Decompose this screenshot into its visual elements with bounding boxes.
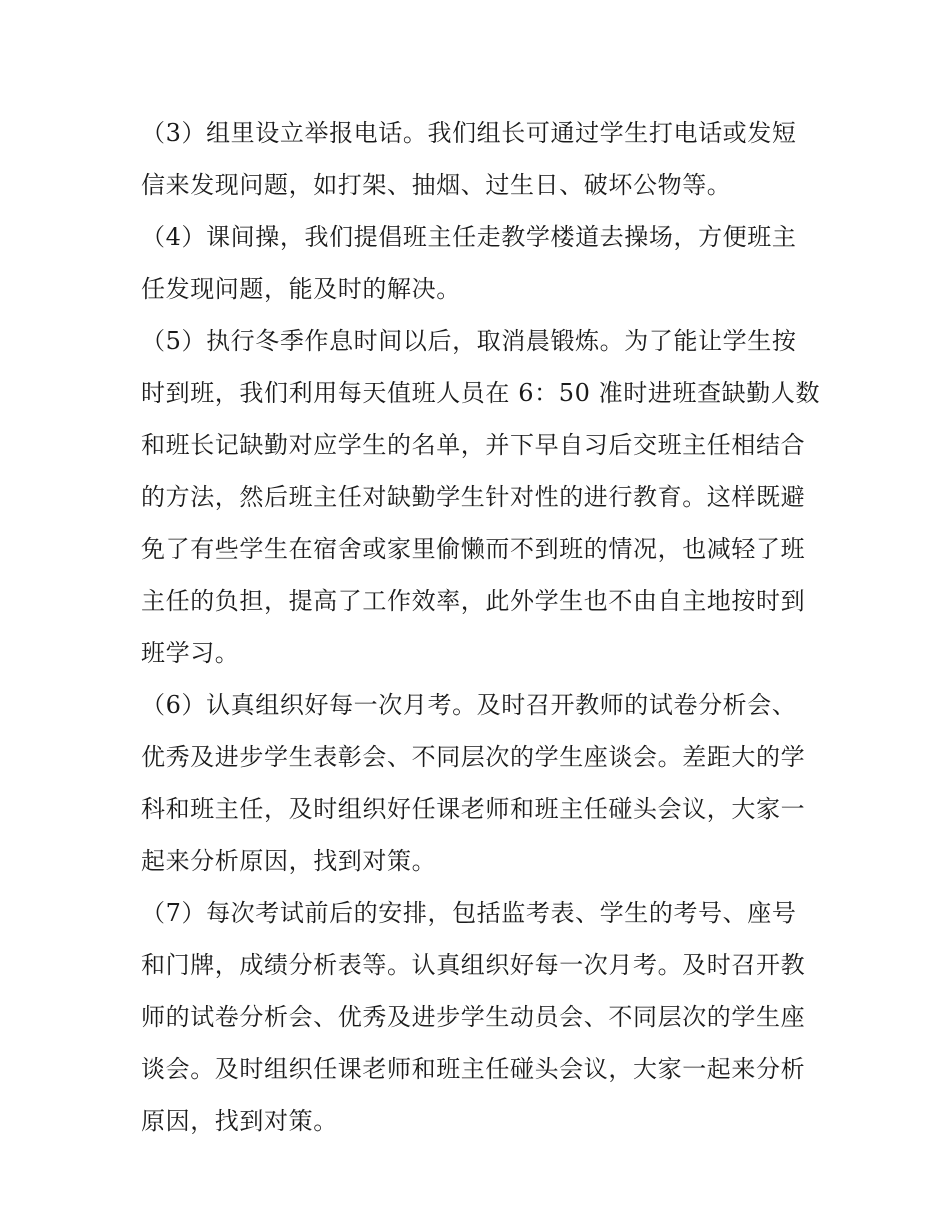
- text-line: 时到班，我们利用每天值班人员在 6：50 准时进班查缺勤人数: [141, 379, 821, 407]
- text-line: 主任的负担，提高了工作效率，此外学生也不由自主地按时到: [141, 587, 806, 615]
- text-line: 师的试卷分析会、优秀及进步学生动员会、不同层次的学生座: [141, 1003, 806, 1031]
- text-line: 免了有些学生在宿舍或家里偷懒而不到班的情况，也减轻了班: [141, 535, 806, 563]
- text-line: （3）组里设立举报电话。我们组长可通过学生打电话或发短: [141, 119, 797, 147]
- text-line: 的方法，然后班主任对缺勤学生针对性的进行教育。这样既避: [141, 483, 806, 511]
- text-line: （4）课间操，我们提倡班主任走教学楼道去操场，方便班主: [141, 223, 797, 251]
- text-line: （6）认真组织好每一次月考。及时召开教师的试卷分析会、: [141, 691, 797, 719]
- text-line: 谈会。及时组织任课老师和班主任碰头会议，大家一起来分析: [141, 1055, 806, 1083]
- text-line: （5）执行冬季作息时间以后，取消晨锻炼。为了能让学生按: [141, 327, 797, 355]
- document-body: [141, 107, 821, 1147]
- text-line: （7）每次考试前后的安排，包括监考表、学生的考号、座号: [141, 899, 797, 927]
- text-line: 任发现问题，能及时的解决。: [141, 275, 461, 303]
- text-line: 和班长记缺勤对应学生的名单，并下早自习后交班主任相结合: [141, 431, 806, 459]
- text-line: 优秀及进步学生表彰会、不同层次的学生座谈会。差距大的学: [141, 743, 806, 771]
- text-line: 和门牌，成绩分析表等。认真组织好每一次月考。及时召开教: [141, 951, 806, 979]
- text-line: 信来发现问题，如打架、抽烟、过生日、破坏公物等。: [141, 171, 732, 199]
- text-line: 原因，找到对策。: [141, 1107, 338, 1135]
- text-line: 起来分析原因，找到对策。: [141, 847, 437, 875]
- text-line: 科和班主任，及时组织好任课老师和班主任碰头会议，大家一: [141, 795, 806, 823]
- text-line: 班学习。: [141, 639, 240, 667]
